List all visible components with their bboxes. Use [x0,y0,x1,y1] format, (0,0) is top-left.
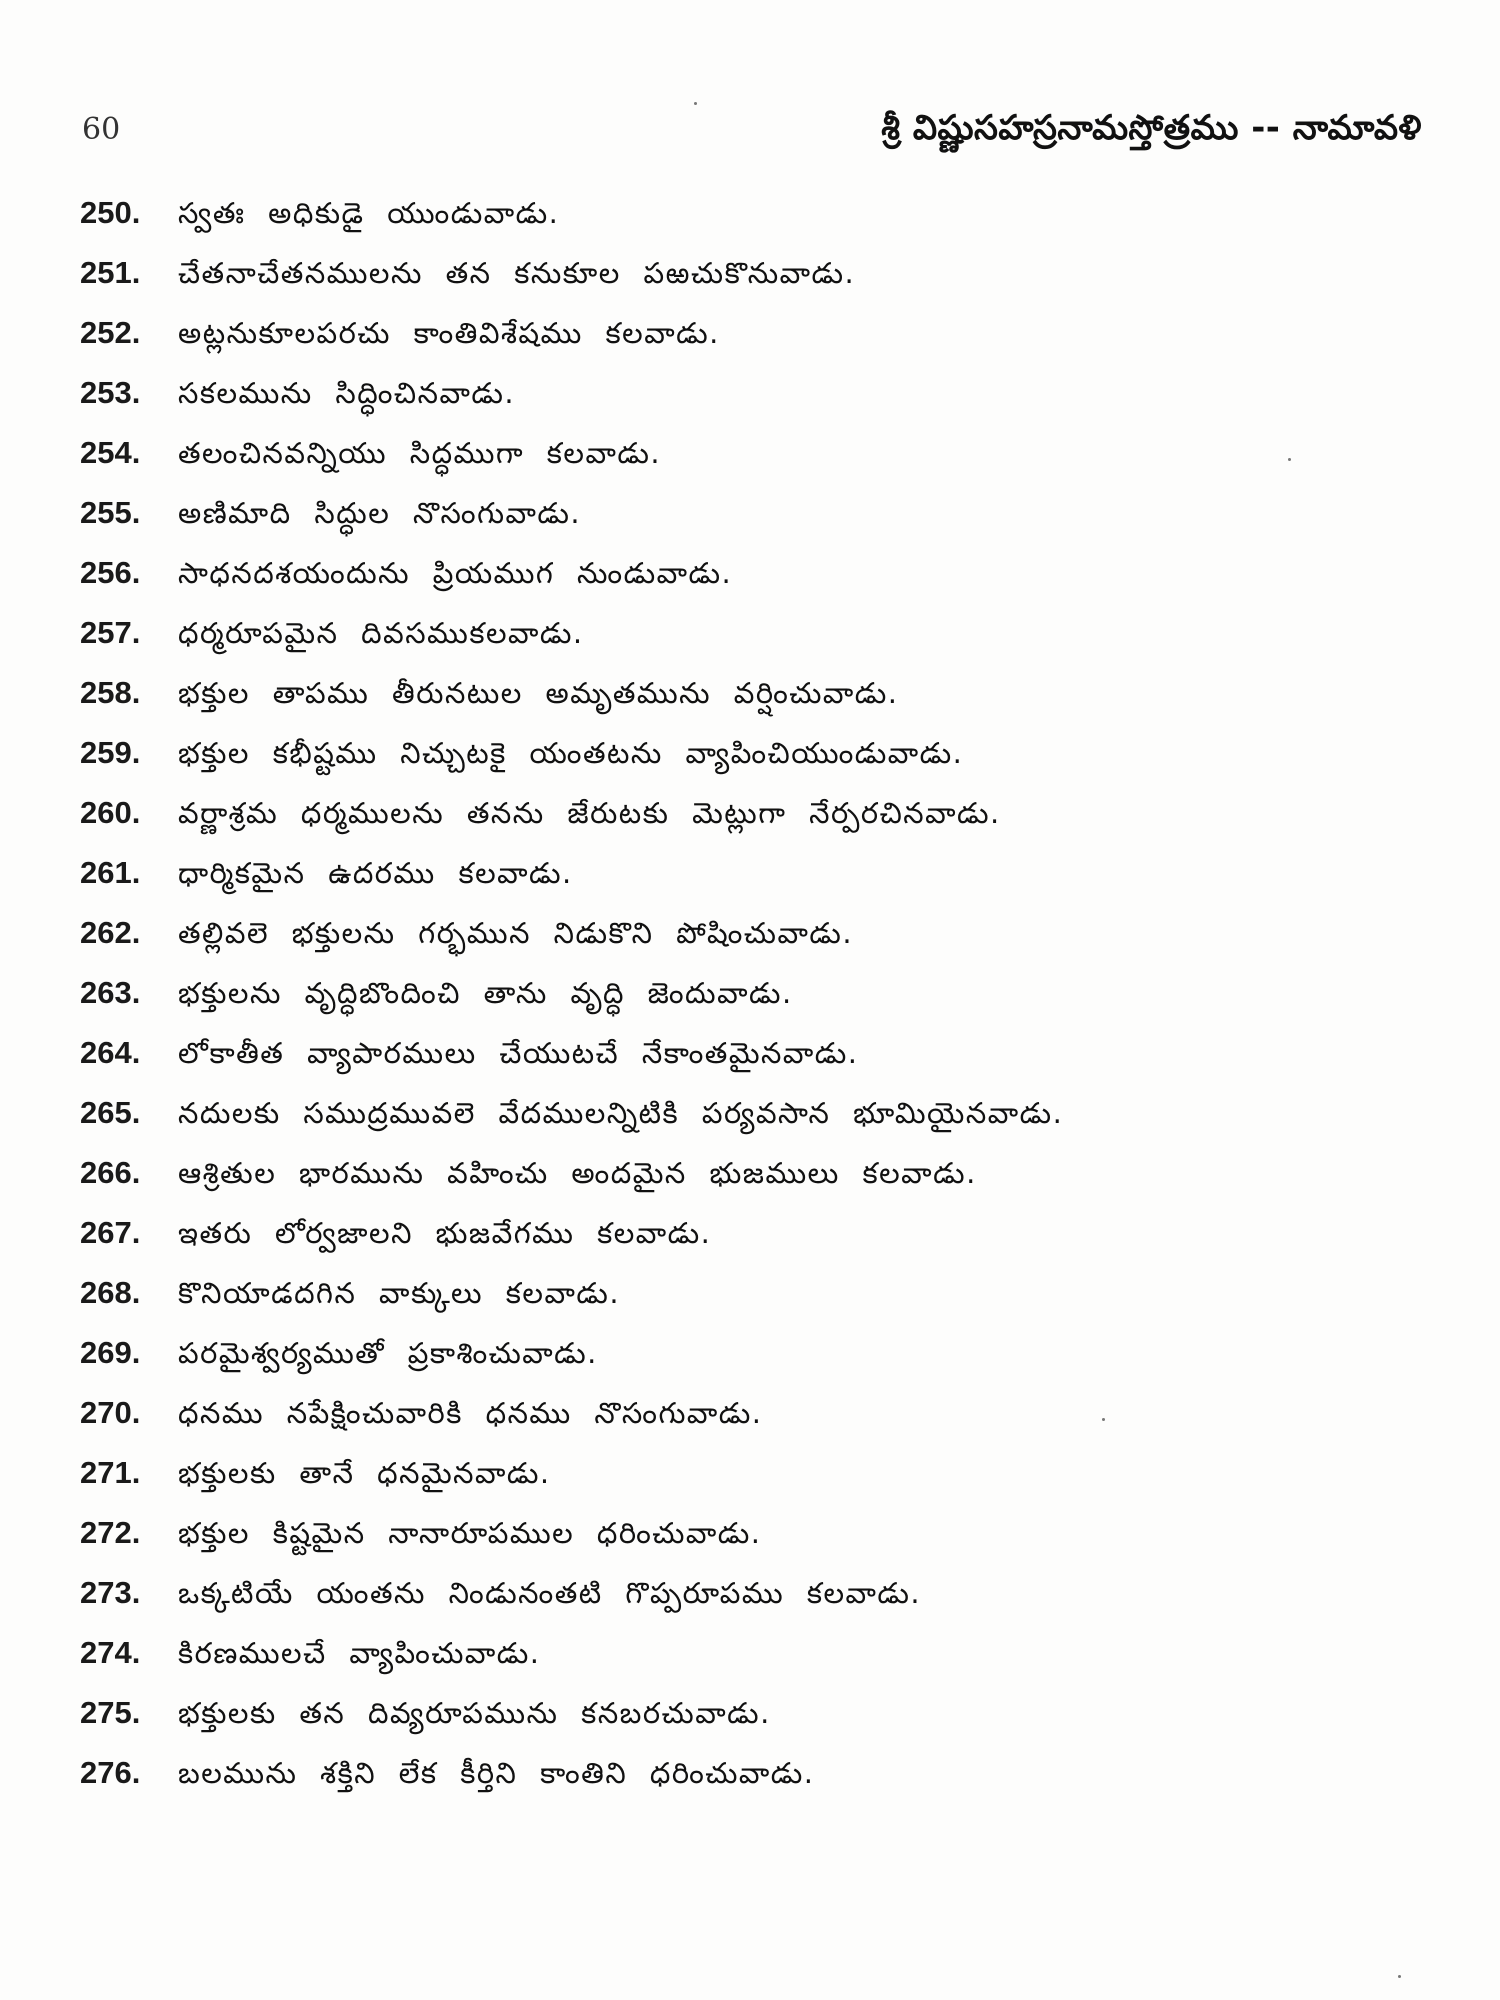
entry-number: 253. [80,375,141,410]
list-item [80,1455,1440,1515]
entry-number: 266. [80,1155,141,1190]
entry-text: బలమును శక్తిని లేక కీర్తిని కాంతిని ధరించువాడు. [178,1756,815,1790]
entry-text: ధార్మికమైన ఉదరము కలవాడు. [178,856,573,890]
list-item [80,1635,1440,1695]
entry-text: స్వతః అధికుడై యుండువాడు. [178,196,560,230]
running-title: శ్రీ విష్ణుసహస్రనామస్తోత్రము -- నామావళి [881,108,1422,148]
list-item [80,735,1440,795]
list-item [80,1035,1440,1095]
list-item [80,435,1440,495]
entry-number: 254. [80,435,141,470]
entry-text: ధనము నపేక్షించువారికి ధనము నొసంగువాడు. [178,1396,763,1430]
list-item [80,855,1440,915]
entry-number: 264. [80,1035,141,1070]
entry-text: భక్తుల తాపము తీరునటుల అమృతమును వర్షించువాడు. [178,676,899,710]
entry-text: పరమైశ్వర్యముతో ప్రకాశించువాడు. [178,1336,598,1370]
entry-number: 267. [80,1215,141,1250]
entry-text: అణిమాది సిద్ధుల నొసంగువాడు. [178,496,582,530]
entry-number: 256. [80,555,141,590]
list-item [80,795,1440,855]
list-item [80,1695,1440,1755]
entry-text: సకలమును సిద్ధించినవాడు. [178,376,516,410]
entry-text: భక్తుల కభీష్టము నిచ్చుటకై యంతటను వ్యాపించియుండువాడు. [178,736,964,770]
list-item [80,375,1440,435]
entry-number: 272. [80,1515,141,1550]
entry-number: 259. [80,735,141,770]
list-item [80,495,1440,555]
list-item [80,1275,1440,1335]
entry-number: 274. [80,1635,141,1670]
name-list [80,195,1440,1815]
entry-number: 250. [80,195,141,230]
list-item [80,1575,1440,1635]
entry-text: సాధనదశయందును ప్రియముగ నుండువాడు. [178,556,733,590]
entry-text: భక్తుల కిష్టమైన నానారూపముల ధరించువాడు. [178,1516,762,1550]
entry-number: 261. [80,855,141,890]
entry-number: 270. [80,1395,141,1430]
entry-text: అట్లనుకూలపరచు కాంతివిశేషము కలవాడు. [178,316,720,350]
entry-text: ధర్మరూపమైన దివసముకలవాడు. [178,616,584,650]
entry-text: చేతనాచేతనములను తన కనుకూల పఱచుకొనువాడు. [178,256,856,290]
entry-text: ఆశ్రితుల భారమును వహించు అందమైన భుజములు కలవాడు. [178,1156,977,1190]
entry-number: 257. [80,615,141,650]
entry-number: 260. [80,795,141,830]
entry-text: తల్లివలె భక్తులను గర్భమున నిడుకొని పోషించువాడు. [178,916,854,950]
list-item [80,555,1440,615]
list-item [80,1395,1440,1455]
list-item [80,1155,1440,1215]
entry-text: కిరణములచే వ్యాపించువాడు. [178,1636,541,1670]
list-item [80,975,1440,1035]
entry-text: భక్తులను వృద్ధిబొందించి తాను వృద్ధి జెందువాడు. [178,976,793,1010]
list-item [80,255,1440,315]
entry-text: భక్తులకు తానే ధనమైనవాడు. [178,1456,551,1490]
list-item [80,1215,1440,1275]
entry-number: 269. [80,1335,141,1370]
print-speck [1398,1975,1401,1978]
entry-text: ఒక్కటియే యంతను నిండునంతటి గొప్పరూపము కలవాడు. [178,1576,922,1610]
page-number: 60 [82,112,121,147]
entry-number: 276. [80,1755,141,1790]
list-item [80,915,1440,975]
list-item [80,1095,1440,1155]
entry-text: భక్తులకు తన దివ్యరూపమును కనబరచువాడు. [178,1696,771,1730]
list-item [80,1335,1440,1395]
entry-text: వర్ణాశ్రమ ధర్మములను తనను జేరుటకు మెట్లుగా నేర్పరచినవాడు. [178,796,1001,830]
entry-number: 273. [80,1575,141,1610]
entry-number: 275. [80,1695,141,1730]
entry-number: 258. [80,675,141,710]
entry-number: 265. [80,1095,141,1130]
entry-text: నదులకు సముద్రమువలె వేదములన్నిటికి పర్యవసాన భూమియైనవాడు. [178,1096,1064,1130]
print-speck [694,102,697,105]
entry-text: కొనియాడదగిన వాక్కులు కలవాడు. [178,1276,621,1310]
list-item [80,615,1440,675]
entry-text: ఇతరు లోర్వజాలని భుజవేగము కలవాడు. [178,1216,712,1250]
print-speck [1102,1418,1105,1421]
page-header [82,108,1422,168]
entry-number: 271. [80,1455,141,1490]
list-item [80,1515,1440,1575]
entry-number: 268. [80,1275,141,1310]
list-item [80,195,1440,255]
entry-number: 263. [80,975,141,1010]
entry-number: 252. [80,315,141,350]
entry-number: 255. [80,495,141,530]
entry-text: తలంచినవన్నియు సిద్ధముగా కలవాడు. [178,436,662,470]
entry-number: 262. [80,915,141,950]
entry-text: లోకాతీత వ్యాపారములు చేయుటచే నేకాంతమైనవాడు. [178,1036,859,1070]
list-item [80,675,1440,735]
print-speck [1288,458,1291,461]
list-item [80,1755,1440,1815]
list-item [80,315,1440,375]
entry-number: 251. [80,255,141,290]
